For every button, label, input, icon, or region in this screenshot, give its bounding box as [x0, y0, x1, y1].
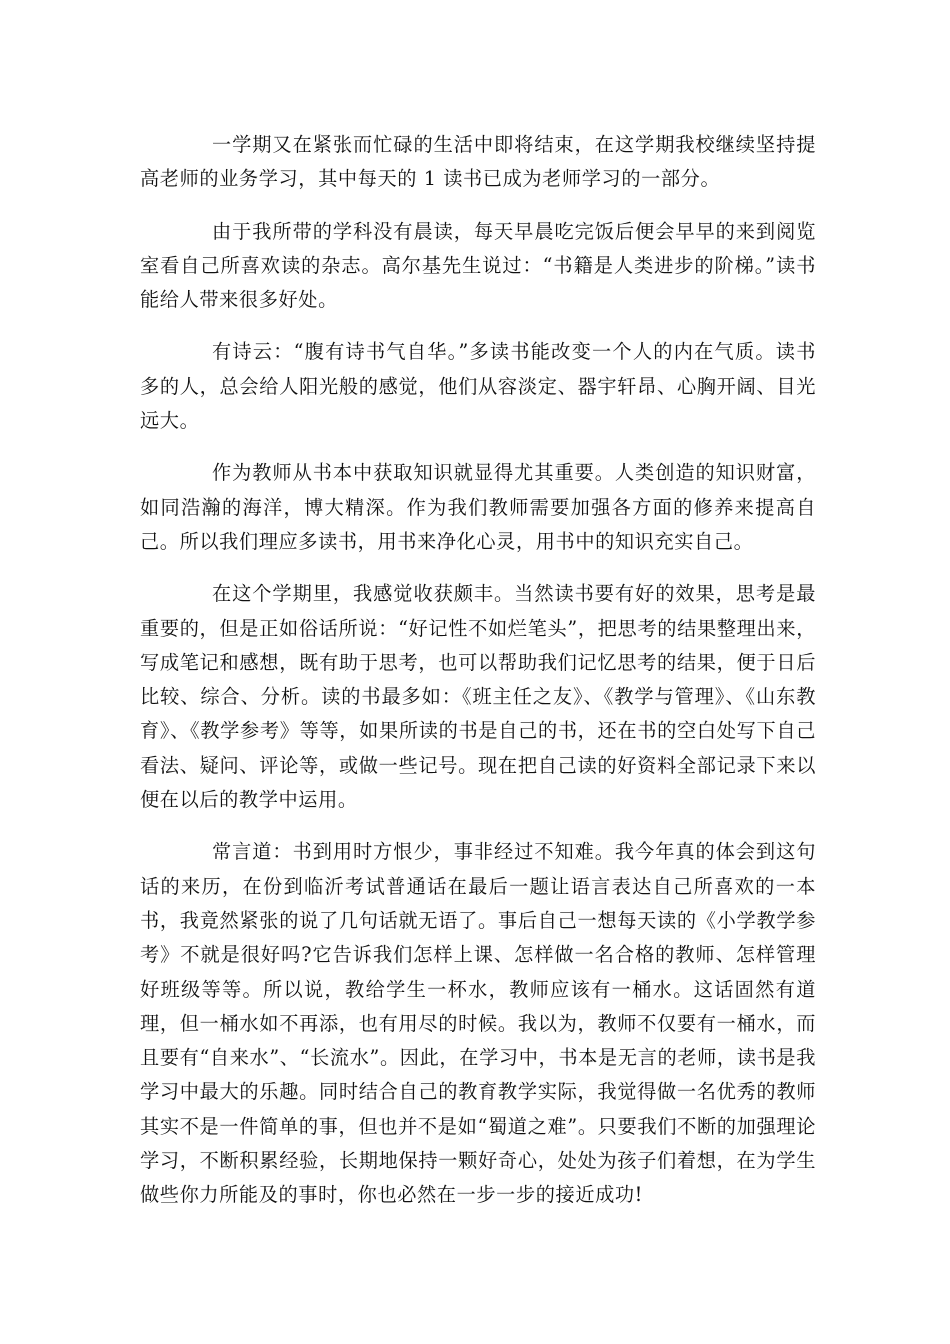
paragraph-1: 一学期又在紧张而忙碌的生活中即将结束，在这学期我校继续坚持提高老师的业务学习，其中每天的 1 读书已成为老师学习的一部分。 — [140, 133, 816, 191]
paragraph-2: 由于我所带的学科没有晨读，每天早晨吃完饭后便会早早的来到阅览室看自己所喜欢读的杂志。高尔基先生说过：“书籍是人类进步的阶梯。”读书能给人带来很多好处。 — [140, 219, 816, 312]
paragraph-4: 作为教师从书本中获取知识就显得尤其重要。人类创造的知识财富，如同浩瀚的海洋，博大精深。作为我们教师需要加强各方面的修养来提高自己。所以我们理应多读书，用书来净化心灵，用书中的知识充实自己。 — [140, 461, 816, 553]
paragraph-3: 有诗云：“腹有诗书气自华。”多读书能改变一个人的内在气质。读书多的人，总会给人阳光般的感觉，他们从容淡定、器宇轩昂、心胸开阔、目光远大。 — [140, 340, 816, 433]
paragraph-6: 常言道：书到用时方恨少，事非经过不知难。我今年真的体会到这句话的来历，在份到临沂考试普通话在最后一题让语言表达自己所喜欢的一本书，我竟然紧张的说了几句话就无语了。事后自己一想每天读的《小学教学参考》不就是很好吗?它告诉我们怎样上课、怎样做一名合格的教师、怎样管理好班级等等。所以说，教给学生一杯水，教师应该有一桶水。这话固然有道理，但一桶水如不再添，也有用尽的时候。我以为，教师不仅要有一桶水，而且要有“自来水”、“长流水”。因此，在学习中，书本是无言的老师，读书是我学习中最大的乐趣。同时结合自己的教育教学实际，我觉得做一名优秀的教师其实不是一件简单的事，但也并不是如“蜀道之难”。只要我们不断的加强理论学习，不断积累经验，长期地保持一颗好奇心，处处为孩子们着想，在为学生做些你力所能及的事时，你也必然在一步一步的接近成功! — [140, 840, 816, 1207]
document-page — [140, 128, 816, 1231]
paragraph-5: 在这个学期里，我感觉收获颇丰。当然读书要有好的效果，思考是最重要的，但是正如俗话所说：“好记性不如烂笔头”，把思考的结果整理出来，写成笔记和感想，既有助于思考，也可以帮助我们记忆思考的结果，便于日后比较、综合、分析。读的书最多如：《班主任之友》、《教学与管理》、《山东教育》、《教学参考》等等，如果所读的书是自己的书，还在书的空白处写下自己看法、疑问、评论等，或做一些记号。现在把自己读的好资料全部记录下来以便在以后的教学中运用。 — [140, 582, 816, 812]
